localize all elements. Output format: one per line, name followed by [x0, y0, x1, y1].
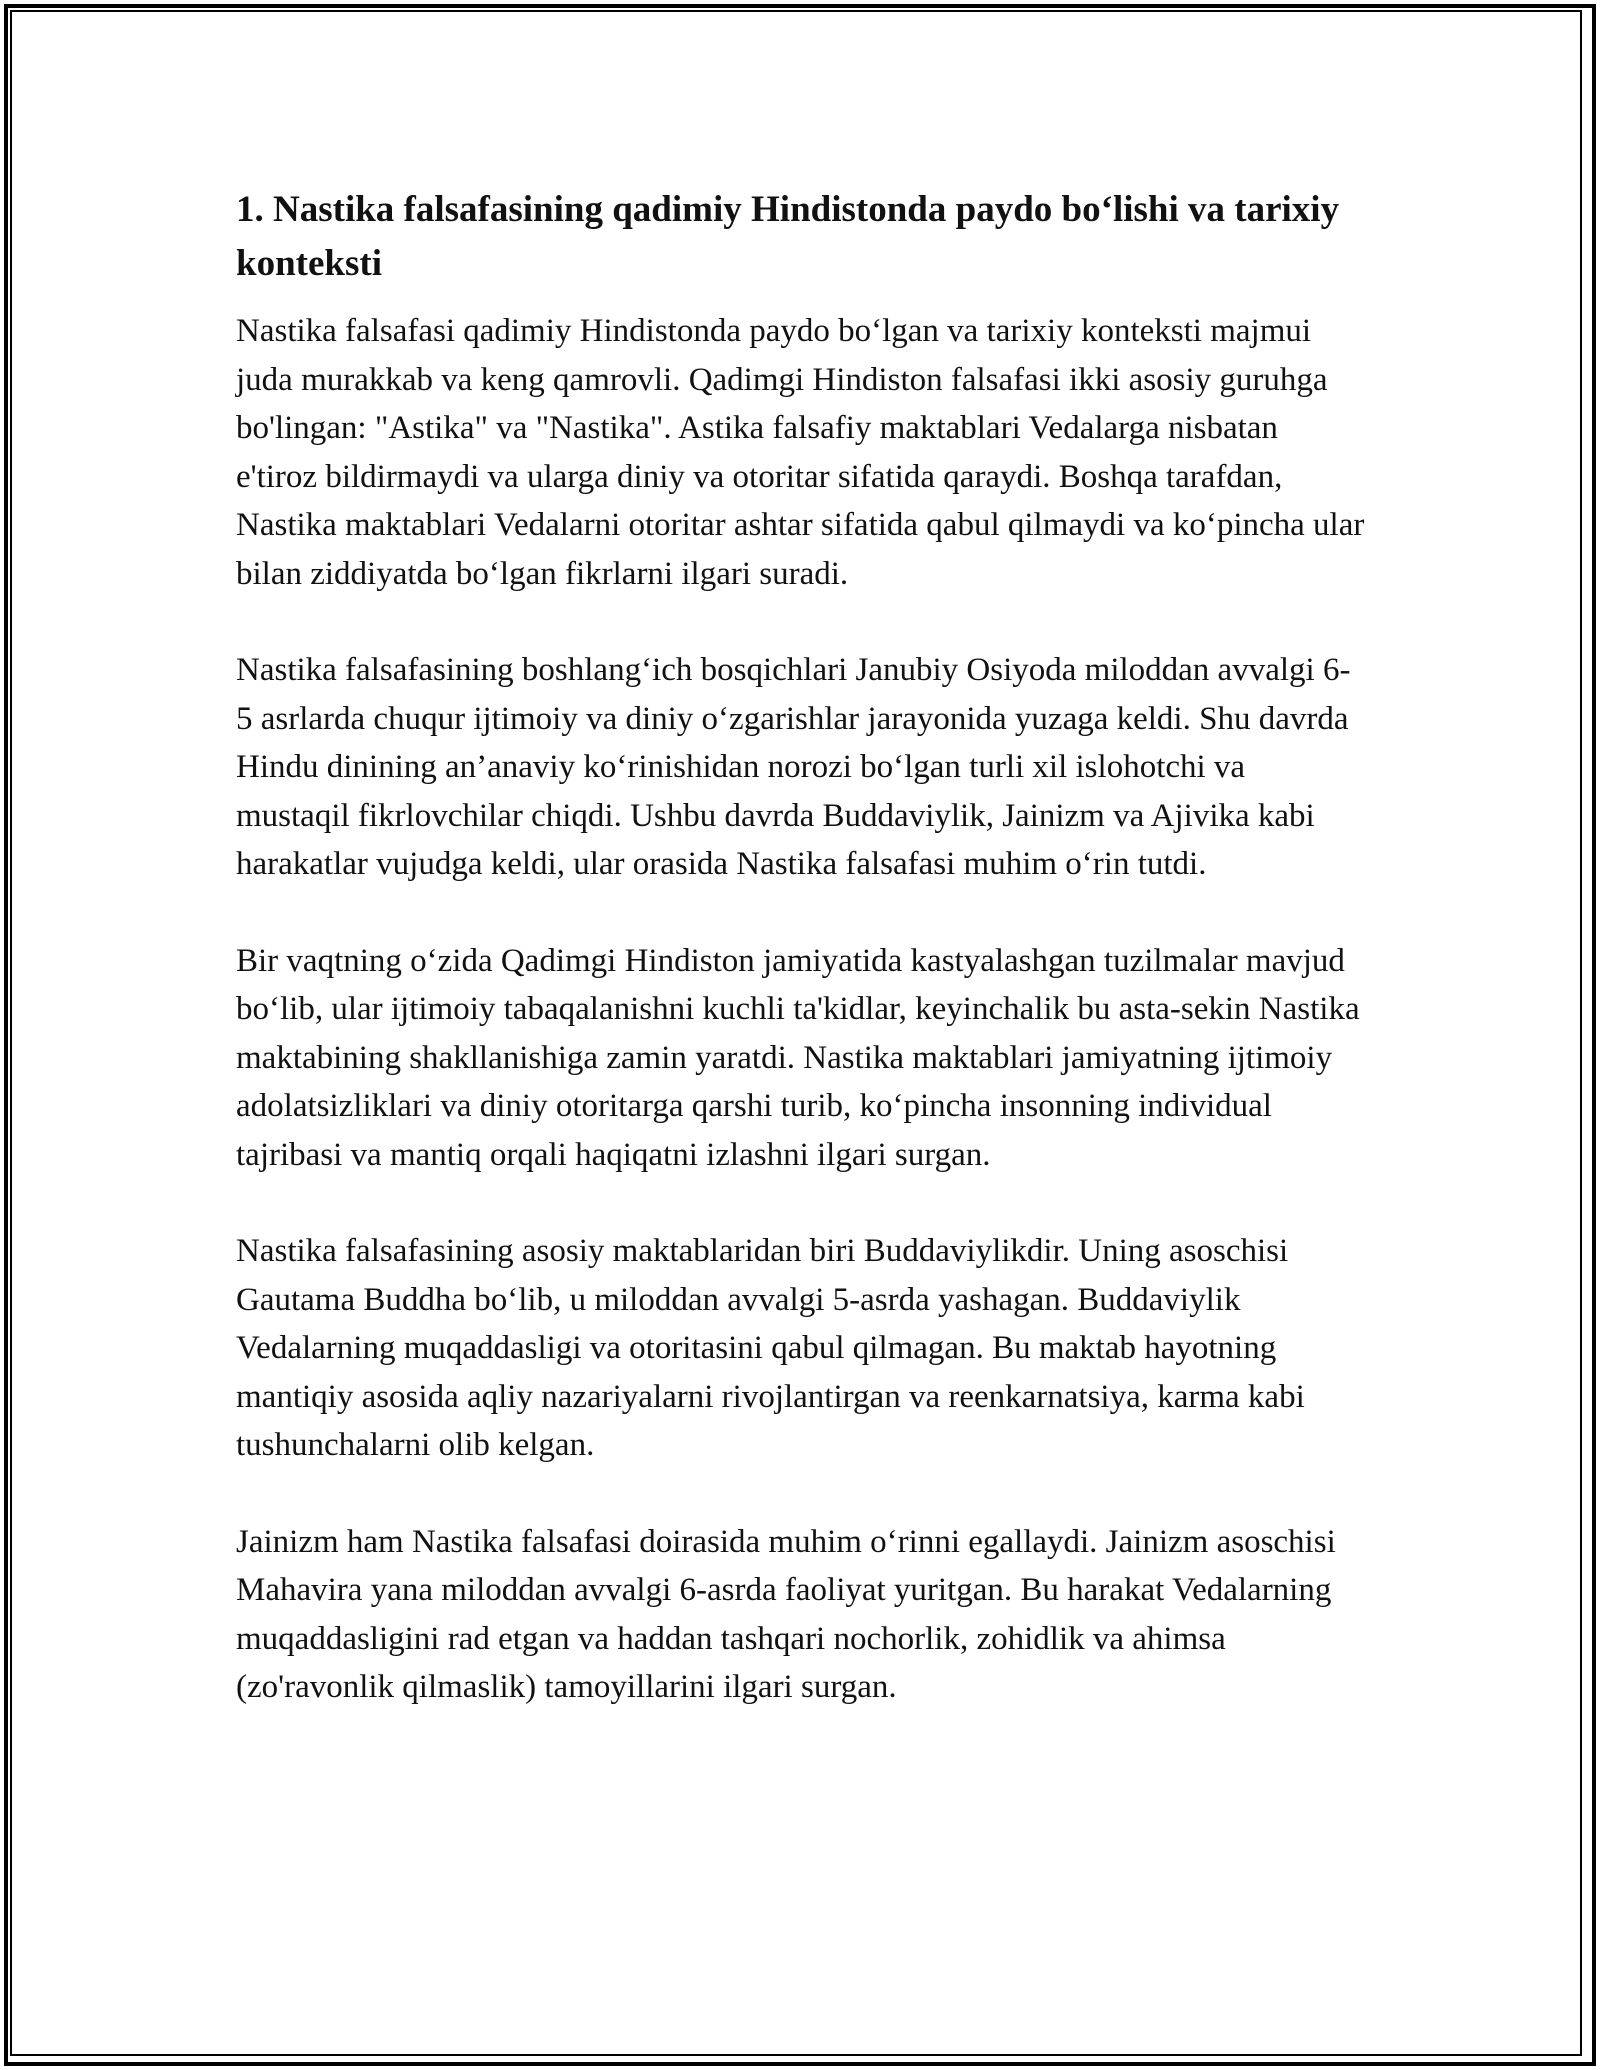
paragraph-4: Nastika falsafasining asosiy maktablaridan biri Buddaviylikdir. Uning asoschisi Gautama Buddha bo‘lib, u miloddan avvalgi 5-asrda yashagan. Buddaviylik Vedalarning muqaddasligi va otoritasini qabul qilmagan. Bu maktab hayotning mantiqiy asosida aqliy nazariyalarni rivojlantirgan va reenkarnatsiya, karma kabi tushunchalarni olib kelgan.	[236, 1233, 1305, 1463]
section-heading: 1. Nastika falsafasining qadimiy Hindistonda paydo bo‘lishi va tarixiy konteksti	[236, 189, 1340, 284]
paragraph-1: Nastika falsafasi qadimiy Hindistonda paydo bo‘lgan va tarixiy konteksti majmui juda murakkab va keng qamrovli. Qadimgi Hindiston falsafasi ikki asosiy guruhga bo'lingan: "Astika" va "Nastika". Astika falsafiy maktablari Vedalarga nisbatan e'tiroz bildirmaydi va ularga diniy va otoritar sifatida qaraydi. Boshqa tarafdan, Nastika maktablari Vedalarni otoritar ashtar sifatida qabul qilmaydi va ko‘pincha ular bilan ziddiyatda bo‘lgan fikrlarni ilgari suradi.	[236, 313, 1365, 592]
paragraph-5: Jainizm ham Nastika falsafasi doirasida muhim o‘rinni egallaydi. Jainizm asoschisi Mahavira yana miloddan avvalgi 6-asrda faoliyat yuritgan. Bu harakat Vedalarning muqaddasligini rad etgan va haddan tashqari nochorlik, zohidlik va ahimsa (zo'ravonlik qilmaslik) tamoyillarini ilgari surgan.	[236, 1523, 1336, 1705]
paragraph-2: Nastika falsafasining boshlang‘ich bosqichlari Janubiy Osiyoda miloddan avvalgi 6-5 asrlarda chuqur ijtimoiy va diniy o‘zgarishlar jarayonida yuzaga keldi. Shu davrda Hindu dinining an’anaviy ko‘rinishidan norozi bo‘lgan turli xil islohotchi va mustaqil fikrlovchilar chiqdi. Ushbu davrda Buddaviylik, Jainizm va Ajivika kabi harakatlar vujudga keldi, ular orasida Nastika falsafasi muhim o‘rin tutdi.	[236, 652, 1351, 882]
paragraph-3: Bir vaqtning o‘zida Qadimgi Hindiston jamiyatida kastyalashgan tuzilmalar mavjud bo‘lib, ular ijtimoiy tabaqalanishni kuchli ta'kidlar, keyinchalik bu asta-sekin Nastika maktabining shakllanishiga zamin yaratdi. Nastika maktablari jamiyatning ijtimoiy adolatsizliklari va diniy otoritarga qarshi turib, ko‘pincha insonning individual tajribasi va mantiq orqali haqiqatni izlashni ilgari surgan.	[236, 942, 1360, 1173]
document-body	[236, 183, 1366, 1712]
